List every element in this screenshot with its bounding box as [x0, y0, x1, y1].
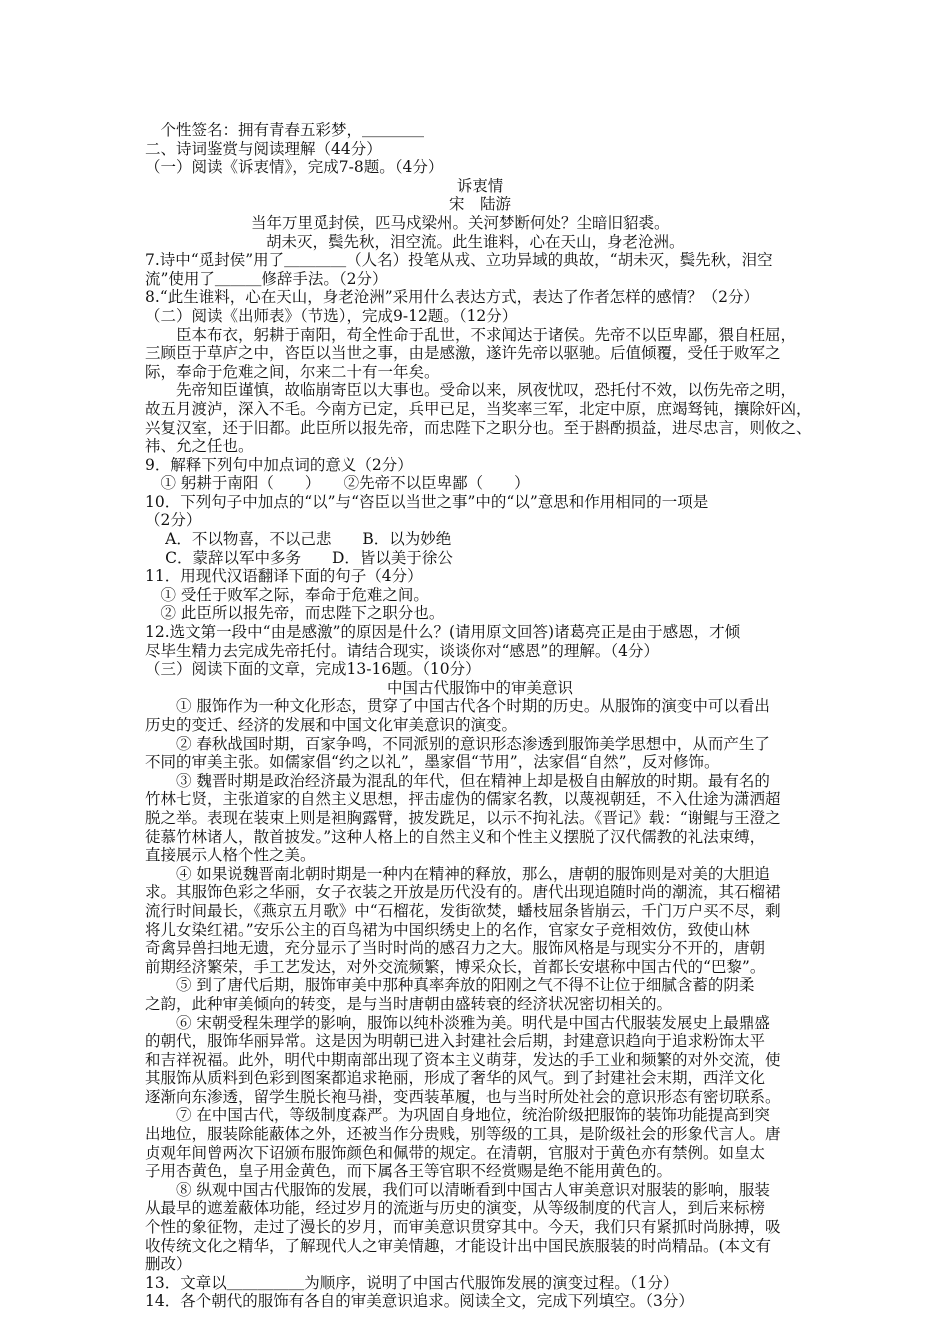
article-line: 历史的变迁、经济的发展和中国文化审美意识的演变。: [145, 716, 518, 734]
article-line: 从最早的遮羞蔽体功能，经过岁月的流逝与历史的演变，从等级制度的代言人，到后来标榜: [145, 1199, 766, 1218]
passage-line: 故五月渡泸，深入不毛。今南方已定，兵甲已足，当奖率三军，北定中原，庶竭驽钝，攘除奸凶，: [145, 399, 812, 418]
article-line: 个性的象征物，走过了漫长的岁月，而审美意识贯穿其中。今天，我们只有紧抓时尚脉搏，吸: [145, 1218, 781, 1237]
article-line: 流行时间最长，《燕京五月歌》中“石榴花，发街欲焚，蟠枝屈条皆崩云，千门万户买不尽，剩: [145, 901, 781, 920]
article-line: ⑥ 宋朝受程朱理学的影响，服饰以纯朴淡雅为美。明代是中国古代服装发展史上最鼎盛: [176, 1013, 770, 1032]
article-line: 删改）: [145, 1255, 192, 1274]
article-line: ⑦ 在中国古代，等级制度森严。为巩固自身地位，统治阶级把服饰的装饰功能提高到突: [176, 1106, 770, 1125]
article-line: 求。其服饰色彩之华丽，女子衣装之开放是历代没有的。唐代出现追随时尚的潮流，其石榴裙: [145, 883, 781, 902]
article-line: ① 服饰作为一种文化形态，贯穿了中国古代各个时期的历史。从服饰的演变中可以看出: [176, 697, 770, 716]
passage-line: 臣本布衣，躬耕于南阳，苟全性命于乱世，不求闻达于诸侯。先帝不以臣卑鄙，猥自枉屈，: [176, 325, 797, 344]
article-line: 的朝代，服饰华丽异常。这是因为明朝已进入封建社会后期，封建意识趋向于追求粉饰太平: [145, 1032, 766, 1051]
article-line: 竹林七贤，主张道家的自然主义思想，抨击虚伪的儒家名教，以蔑视朝廷，不入仕途为潇洒超: [145, 790, 781, 809]
question-13: 13．文章以＿＿＿＿＿为顺序，说明了中国古代服饰发展的演变过程。（1分）: [145, 1273, 679, 1292]
article-line: 将儿女染红裙。”安乐公主的百鸟裙为中国织绣史上的名作，官家女子竞相效仿，致使山林: [145, 920, 750, 939]
article-line: 脱之举。表现在装束上则是袒胸露臂，披发跣足，以示不拘礼法。《晋记》载：“谢鲲与王澄之: [145, 808, 781, 827]
passage-line: 先帝知臣谨慎，故临崩寄臣以大事也。受命以来，夙夜忧叹，恐托付不效，以伤先帝之明，: [176, 381, 797, 400]
poem-line: 当年万里觅封侯，匹马戍梁州。关河梦断何处？尘暗旧貂裘。: [251, 213, 670, 232]
article-line: 和吉祥祝福。此外，明代中期南部出现了资本主义萌芽，发达的手工业和频繁的对外交流，使: [145, 1050, 781, 1069]
article-line: 贞观年间曾两次下诏颁布服饰颜色和佩带的规定。在清朝，官服对于黄色亦有禁例。如皇太: [145, 1143, 766, 1162]
poem-author: 宋 陆游: [448, 195, 511, 214]
subsection-heading: （三）阅读下面的文章，完成13-16题。（10分）: [145, 660, 481, 679]
passage-line: 祎、允之任也。: [145, 437, 254, 456]
article-line: 直接展示人格个性之美。: [145, 846, 316, 865]
question-11: 11．用现代汉语翻译下面的句子（4分）: [145, 567, 423, 586]
subsection-heading: （一）阅读《诉衷情》，完成7-8题。（4分）: [145, 158, 444, 177]
article-line: 逐渐向东渗透，留学生脱长袍马褂，变西装革履，也与当时所处社会的意识形态有密切联系。: [145, 1087, 781, 1106]
article-line: ⑤ 到了唐代后期，服饰审美中那种真率奔放的阳刚之气不得不让位于细腻含蓄的阴柔: [176, 976, 755, 995]
article-line: 其服饰从质料到色彩到图案都追求艳丽，形成了奢华的风气。到了封建社会末期，西洋文化: [145, 1069, 766, 1088]
passage-line: 际，奉命于危难之间，尔来二十有一年矣。: [145, 362, 440, 381]
article-line: 出地位，服装除能蔽体之外，还被当作分贵贱，别等级的工具，是阶级社会的形象代言人。唐: [145, 1125, 781, 1144]
article-line: 子用杏黄色，皇子用金黄色，而下属各王等官职不经赏赐是绝不能用黄色的。: [145, 1162, 673, 1181]
question-10: 10．下列句子中加点的“以”与“咨臣以当世之事”中的“以”意思和作用相同的一项是: [145, 492, 709, 511]
question-14: 14．各个朝代的服饰有各自的审美意识追求。阅读全文，完成下列填空。（3分）: [145, 1292, 694, 1311]
question-9-items: ① 躬耕于南阳（ ） ②先帝不以臣卑鄙（ ）: [160, 474, 530, 493]
question-11-item: ① 受任于败军之际，奉命于危难之间。: [160, 585, 429, 604]
article-line: ② 春秋战国时期，百家争鸣，不同派别的意识形态渗透到服饰美学思想中，从而产生了: [176, 734, 770, 753]
question-7-cont: 流”使用了＿＿＿修辞手法。（2分）: [145, 269, 388, 288]
article-line: 前期经济繁荣，手工艺发达，对外交流频繁，博采众长，首都长安堪称中国古代的“巴黎”。: [145, 957, 766, 976]
passage-line: 兴复汉室，还于旧都。此臣所以报先帝，而忠陛下之职分也。至于斟酌损益，进尽忠言，则攸之、: [145, 418, 812, 437]
article-line: 徒慕竹林诸人，散首披发。”这种人格上的自然主义和个性主义摆脱了汉代儒教的礼法束缚，: [145, 827, 766, 846]
article-line: ③ 魏晋时期是政治经济最为混乱的年代，但在精神上却是极自由解放的时期。最有名的: [176, 771, 770, 790]
question-10-options: A．不以物喜，不以己悲 B．以为妙绝: [165, 530, 452, 549]
question-11-item: ② 此臣所以报先帝，而忠陛下之职分也。: [160, 604, 445, 623]
article-line: 奇禽异兽扫地无遗，充分显示了当时时尚的感召力之大。服饰风格是与现实分不开的，唐朝: [145, 939, 766, 958]
passage-line: 三顾臣于草庐之中，咨臣以当世之事，由是感激，遂许先帝以驱驰。后值倾覆，受任于败军之: [145, 344, 781, 363]
question-10-options: C．蒙辞以军中多务 D．皆以美于徐公: [165, 548, 453, 567]
article-line: 收传统文化之精华，了解现代人之审美情趣，才能设计出中国民族服装的时尚精品。(本文有: [145, 1236, 772, 1255]
article-line: ④ 如果说魏晋南北朝时期是一种内在精神的释放，那么，唐朝的服饰则是对美的大胆追: [176, 864, 770, 883]
question-8: 8.“此生谁料，心在天山，身老沧洲”采用什么表达方式，表达了作者怎样的感情？（2分）: [145, 288, 760, 307]
question-12: 12.选文第一段中“由是感激”的原因是什么？(请用原文回答)诸葛亮正是由于感恩，才倾: [145, 623, 741, 642]
text-line: 个性签名：拥有青春五彩梦，＿＿＿＿: [145, 121, 425, 139]
question-12-cont: 尽毕生精力去完成先帝托付。请结合现实，谈谈你对“感恩”的理解。（4分）: [145, 641, 659, 660]
article-line: 之韵，此种审美倾向的转变，是与当时唐朝由盛转衰的经济状况密切相关的。: [145, 994, 673, 1013]
article-line: 不同的审美主张。如儒家倡“约之以礼”，墨家倡“节用”，法家倡“自然”，反对修饰。: [145, 753, 720, 772]
poem-title: 诉衷情: [456, 176, 504, 195]
subsection-heading: （二）阅读《出师表》（节选），完成9-12题。（12分）: [145, 306, 518, 325]
exam-page: [145, 121, 815, 1311]
question-7: 7.诗中“觅封侯”用了＿＿＿＿（人名）投笔从戎、立功异域的典故，“胡未灭，鬓先秋，泪空: [145, 251, 773, 270]
poem-line: 胡未灭，鬓先秋，泪空流。此生谁料，心在天山，身老沧洲。: [266, 232, 685, 251]
article-title: 中国古代服饰中的审美意识: [386, 678, 573, 697]
question-9: 9．解释下列句中加点词的意义（2分）: [145, 455, 413, 474]
question-10-cont: （2分）: [145, 511, 202, 530]
article-line: ⑧ 纵观中国古代服饰的发展，我们可以清晰看到中国古人审美意识对服装的影响，服装: [176, 1180, 770, 1199]
section-heading: 二、诗词鉴赏与阅读理解（44分）: [145, 139, 382, 158]
